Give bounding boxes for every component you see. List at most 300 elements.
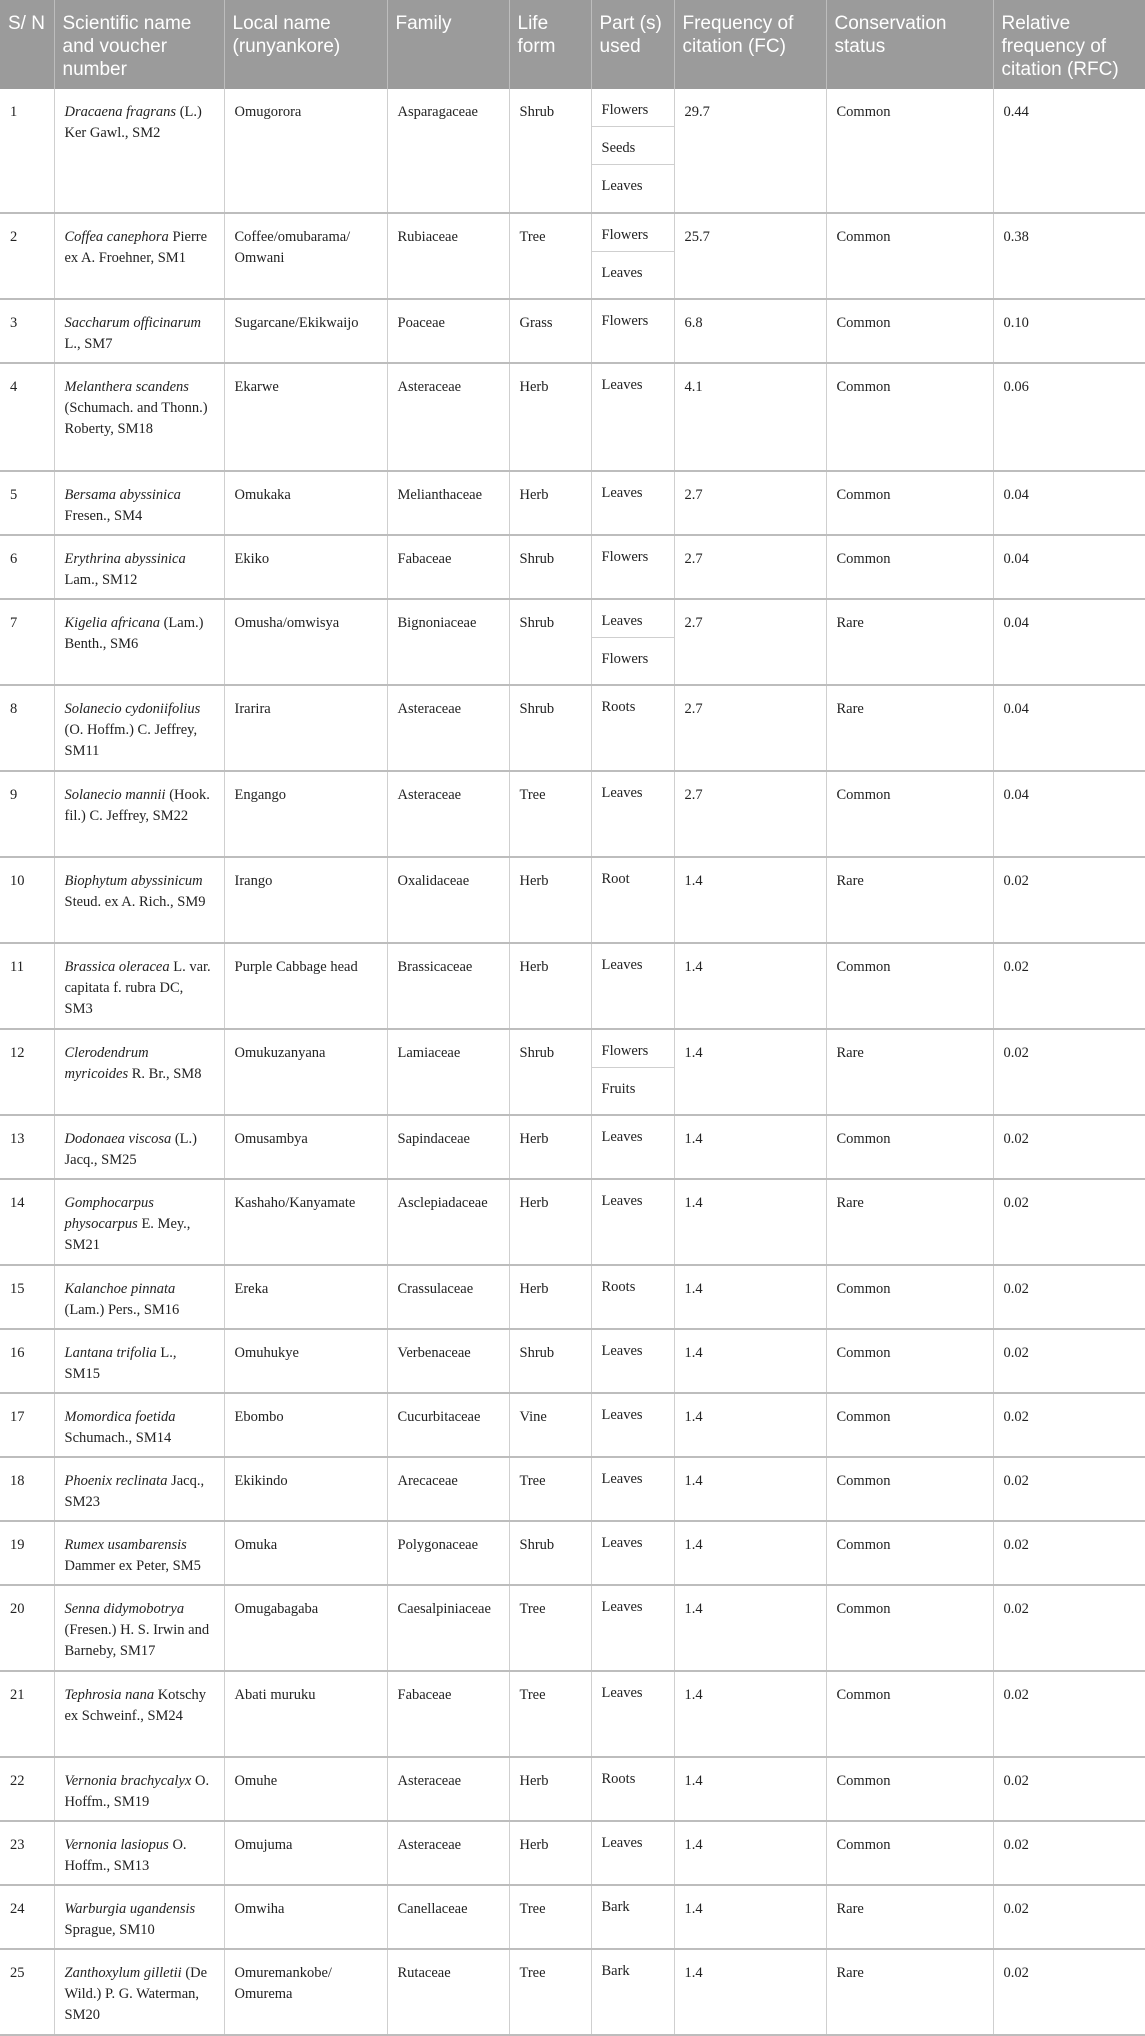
part-used: Leaves [601, 1471, 643, 1487]
part-used: Leaves [601, 1535, 643, 1551]
conservation-status-cell: Common [826, 1671, 993, 1757]
part-used: Leaves [601, 785, 643, 801]
serial-number-cell: 23 [0, 1821, 54, 1885]
authority-voucher: O. Hoffm., SM19 [64, 1773, 210, 1810]
local-name-cell: Irango [224, 857, 387, 943]
frequency-cell: 2.7 [674, 599, 826, 685]
frequency-cell: 1.4 [674, 1821, 826, 1885]
parts-used-cell [591, 1885, 674, 1949]
scientific-name-cell [54, 535, 224, 599]
conservation-status-cell: Common [826, 1757, 993, 1821]
species-name: Zanthoxylum gilletii [64, 1965, 182, 1981]
scientific-name-cell [54, 1265, 224, 1329]
part-used: Leaves [601, 1129, 643, 1145]
species-name: Warburgia ugandensis [64, 1901, 196, 1917]
local-name-cell: Omugabagaba [224, 1585, 387, 1671]
part-used: Leaves [601, 485, 643, 501]
part-used: Bark [601, 1899, 630, 1915]
authority-voucher: Fresen., SM4 [64, 508, 143, 524]
scientific-name-cell [54, 599, 224, 685]
local-name-cell: Purple Cabbage head [224, 943, 387, 1029]
table-row [0, 535, 1145, 599]
frequency-cell: 1.4 [674, 943, 826, 1029]
table-row [0, 1265, 1145, 1329]
parts-used-cell [591, 1671, 674, 1757]
conservation-status-cell: Common [826, 1521, 993, 1585]
column-header: Frequency of citation (FC) [674, 0, 826, 89]
table-row [0, 1329, 1145, 1393]
family-cell: Asclepiadaceae [387, 1179, 509, 1265]
species-name: Brassica oleracea [64, 959, 170, 975]
local-name-cell: Omuhe [224, 1757, 387, 1821]
species-name: Melanthera scandens [64, 379, 189, 395]
life-form-cell: Herb [509, 1179, 591, 1265]
life-form-cell: Herb [509, 857, 591, 943]
relative-frequency-cell: 0.02 [993, 1949, 1145, 2035]
conservation-status-cell: Common [826, 1393, 993, 1457]
species-name: Biophytum abyssinicum [64, 873, 203, 889]
local-name-cell: Ebombo [224, 1393, 387, 1457]
frequency-cell: 1.4 [674, 857, 826, 943]
family-cell: Melianthaceae [387, 471, 509, 535]
conservation-status-cell: Common [826, 471, 993, 535]
family-cell: Rutaceae [387, 1949, 509, 2035]
part-used: Leaves [601, 377, 643, 393]
relative-frequency-cell: 0.02 [993, 1179, 1145, 1265]
local-name-cell: Omukaka [224, 471, 387, 535]
parts-used-cell [591, 1457, 674, 1521]
column-header: Life form [509, 0, 591, 89]
authority-voucher: O. Hoffm., SM13 [64, 1837, 187, 1874]
local-name-cell: Engango [224, 771, 387, 857]
serial-number-cell: 10 [0, 857, 54, 943]
parts-used-cell [591, 599, 674, 685]
header-row [0, 0, 1145, 89]
conservation-status-cell: Common [826, 1457, 993, 1521]
species-name: Saccharum officinarum [64, 315, 202, 331]
scientific-name-cell [54, 1329, 224, 1393]
local-name-cell: Ekikindo [224, 1457, 387, 1521]
family-cell: Poaceae [387, 299, 509, 363]
local-name-cell: Omwiha [224, 1885, 387, 1949]
conservation-status-cell: Rare [826, 1029, 993, 1115]
table-row [0, 1885, 1145, 1949]
family-cell: Sapindaceae [387, 1115, 509, 1179]
life-form-cell: Tree [509, 1457, 591, 1521]
family-cell: Verbenaceae [387, 1329, 509, 1393]
species-name: Kigelia africana [64, 615, 160, 631]
parts-used-cell [591, 1585, 674, 1671]
species-name: Vernonia lasiopus [64, 1837, 169, 1853]
frequency-cell: 1.4 [674, 1671, 826, 1757]
parts-used-cell [591, 299, 674, 363]
frequency-cell: 1.4 [674, 1265, 826, 1329]
relative-frequency-cell: 0.02 [993, 857, 1145, 943]
relative-frequency-cell: 0.02 [993, 1265, 1145, 1329]
parts-used-cell [591, 1393, 674, 1457]
parts-used-cell [591, 1821, 674, 1885]
local-name-cell: Sugarcane/Ekikwaijo [224, 299, 387, 363]
scientific-name-cell [54, 771, 224, 857]
frequency-cell: 1.4 [674, 1757, 826, 1821]
family-cell: Cucurbitaceae [387, 1393, 509, 1457]
species-name: Momordica foetida [64, 1409, 176, 1425]
life-form-cell: Tree [509, 771, 591, 857]
table-row [0, 599, 1145, 685]
authority-voucher: (L.) Ker Gawl., SM2 [64, 104, 202, 141]
local-name-cell: Omukuzanyana [224, 1029, 387, 1115]
serial-number-cell: 7 [0, 599, 54, 685]
relative-frequency-cell: 0.02 [993, 1457, 1145, 1521]
scientific-name-cell [54, 299, 224, 363]
column-header: S/ N [0, 0, 54, 89]
part-used: Leaves [601, 957, 643, 973]
life-form-cell: Herb [509, 943, 591, 1029]
authority-voucher: (L.) Jacq., SM25 [64, 1131, 197, 1168]
parts-used-cell [591, 471, 674, 535]
authority-voucher: Pierre ex A. Froehner, SM1 [64, 229, 208, 266]
frequency-cell: 2.7 [674, 471, 826, 535]
local-name-cell: Omugorora [224, 89, 387, 213]
parts-used-cell [591, 89, 674, 213]
authority-voucher: (De Wild.) P. G. Waterman, SM20 [64, 1965, 208, 2023]
column-header: Part (s) used [591, 0, 674, 89]
relative-frequency-cell: 0.02 [993, 1521, 1145, 1585]
part-used: Leaves [601, 178, 643, 194]
local-name-cell: Omuka [224, 1521, 387, 1585]
part-used: Seeds [592, 127, 674, 165]
serial-number-cell: 2 [0, 213, 54, 299]
relative-frequency-cell: 0.02 [993, 1115, 1145, 1179]
parts-used-cell [591, 363, 674, 471]
part-used: Leaves [592, 600, 674, 638]
scientific-name-cell [54, 213, 224, 299]
relative-frequency-cell: 0.44 [993, 89, 1145, 213]
table-row [0, 1821, 1145, 1885]
serial-number-cell: 17 [0, 1393, 54, 1457]
family-cell: Lamiaceae [387, 1029, 509, 1115]
serial-number-cell: 1 [0, 89, 54, 213]
relative-frequency-cell: 0.04 [993, 471, 1145, 535]
life-form-cell: Herb [509, 1265, 591, 1329]
family-cell: Crassulaceae [387, 1265, 509, 1329]
authority-voucher: R. Br., SM8 [128, 1066, 202, 1082]
species-name: Bersama abyssinica [64, 487, 181, 503]
frequency-cell: 29.7 [674, 89, 826, 213]
local-name-cell: Omuhukye [224, 1329, 387, 1393]
part-used: Leaves [601, 1835, 643, 1851]
table-row [0, 1029, 1145, 1115]
authority-voucher: (Lam.) Benth., SM6 [64, 615, 204, 652]
serial-number-cell: 16 [0, 1329, 54, 1393]
relative-frequency-cell: 0.02 [993, 943, 1145, 1029]
authority-voucher: (O. Hoffm.) C. Jeffrey, SM11 [64, 722, 198, 759]
species-name: Coffea canephora [64, 229, 169, 245]
serial-number-cell: 25 [0, 1949, 54, 2035]
local-name-cell: Ekiko [224, 535, 387, 599]
scientific-name-cell [54, 89, 224, 213]
part-used: Root [601, 871, 630, 887]
scientific-name-cell [54, 1949, 224, 2035]
life-form-cell: Herb [509, 1115, 591, 1179]
table-row [0, 685, 1145, 771]
relative-frequency-cell: 0.02 [993, 1029, 1145, 1115]
species-name: Erythrina abyssinica [64, 551, 186, 567]
parts-used-cell [591, 1029, 674, 1115]
scientific-name-cell [54, 1179, 224, 1265]
part-used: Bark [601, 1963, 630, 1979]
table-row [0, 771, 1145, 857]
frequency-cell: 1.4 [674, 1885, 826, 1949]
conservation-status-cell: Rare [826, 857, 993, 943]
serial-number-cell: 22 [0, 1757, 54, 1821]
parts-used-cell [591, 685, 674, 771]
species-name: Solanecio cydoniifolius [64, 701, 201, 717]
conservation-status-cell: Rare [826, 685, 993, 771]
frequency-cell: 1.4 [674, 1179, 826, 1265]
parts-used-cell [591, 1521, 674, 1585]
authority-voucher: E. Mey., SM21 [64, 1216, 191, 1253]
life-form-cell: Shrub [509, 685, 591, 771]
authority-voucher: L., SM15 [64, 1345, 177, 1382]
relative-frequency-cell: 0.04 [993, 599, 1145, 685]
frequency-cell: 1.4 [674, 1585, 826, 1671]
parts-used-cell [591, 1329, 674, 1393]
table-row [0, 213, 1145, 299]
table-row [0, 363, 1145, 471]
local-name-cell: Omuremankobe/ Omurema [224, 1949, 387, 2035]
serial-number-cell: 19 [0, 1521, 54, 1585]
parts-used-cell [591, 857, 674, 943]
frequency-cell: 1.4 [674, 1521, 826, 1585]
family-cell: Asparagaceae [387, 89, 509, 213]
relative-frequency-cell: 0.04 [993, 535, 1145, 599]
serial-number-cell: 12 [0, 1029, 54, 1115]
frequency-cell: 1.4 [674, 1393, 826, 1457]
family-cell: Canellaceae [387, 1885, 509, 1949]
scientific-name-cell [54, 1821, 224, 1885]
frequency-cell: 2.7 [674, 685, 826, 771]
local-name-cell: Irarira [224, 685, 387, 771]
table-row [0, 1393, 1145, 1457]
species-name: Phoenix reclinata [64, 1473, 168, 1489]
conservation-status-cell: Common [826, 535, 993, 599]
relative-frequency-cell: 0.02 [993, 1585, 1145, 1671]
serial-number-cell: 13 [0, 1115, 54, 1179]
authority-voucher: L. var. capitata f. rubra DC, SM3 [64, 959, 211, 1017]
frequency-cell: 4.1 [674, 363, 826, 471]
frequency-cell: 1.4 [674, 1329, 826, 1393]
table-row [0, 471, 1145, 535]
relative-frequency-cell: 0.04 [993, 685, 1145, 771]
species-name: Lantana trifolia [64, 1345, 157, 1361]
family-cell: Asteraceae [387, 685, 509, 771]
conservation-status-cell: Common [826, 89, 993, 213]
life-form-cell: Herb [509, 1757, 591, 1821]
life-form-cell: Herb [509, 471, 591, 535]
scientific-name-cell [54, 1115, 224, 1179]
family-cell: Arecaceae [387, 1457, 509, 1521]
table-row [0, 1457, 1145, 1521]
column-header: Relative frequency of citation (RFC) [993, 0, 1145, 89]
parts-used-cell [591, 1757, 674, 1821]
family-cell: Brassicaceae [387, 943, 509, 1029]
conservation-status-cell: Common [826, 363, 993, 471]
family-cell: Asteraceae [387, 771, 509, 857]
table-row [0, 1115, 1145, 1179]
scientific-name-cell [54, 1029, 224, 1115]
scientific-name-cell [54, 1521, 224, 1585]
authority-voucher: Lam., SM12 [64, 572, 138, 588]
serial-number-cell: 24 [0, 1885, 54, 1949]
part-used: Leaves [601, 1343, 643, 1359]
scientific-name-cell [54, 1671, 224, 1757]
life-form-cell: Tree [509, 1949, 591, 2035]
life-form-cell: Shrub [509, 1521, 591, 1585]
species-name: Solanecio mannii [64, 787, 166, 803]
authority-voucher: Sprague, SM10 [64, 1922, 155, 1938]
conservation-status-cell: Common [826, 943, 993, 1029]
authority-voucher: Jacq., SM23 [64, 1473, 205, 1510]
part-used: Leaves [601, 1685, 643, 1701]
authority-voucher: L., SM7 [64, 336, 113, 352]
scientific-name-cell [54, 471, 224, 535]
conservation-status-cell: Rare [826, 599, 993, 685]
parts-used-cell [591, 943, 674, 1029]
authority-voucher: (Hook. fil.) C. Jeffrey, SM22 [64, 787, 210, 824]
family-cell: Rubiaceae [387, 213, 509, 299]
conservation-status-cell: Common [826, 1115, 993, 1179]
life-form-cell: Tree [509, 1585, 591, 1671]
part-used: Leaves [601, 1599, 643, 1615]
conservation-status-cell: Common [826, 213, 993, 299]
scientific-name-cell [54, 1393, 224, 1457]
table-row [0, 1179, 1145, 1265]
scientific-name-cell [54, 943, 224, 1029]
scientific-name-cell [54, 1457, 224, 1521]
part-used: Flowers [592, 214, 674, 252]
conservation-status-cell: Common [826, 1821, 993, 1885]
scientific-name-cell [54, 363, 224, 471]
serial-number-cell: 6 [0, 535, 54, 599]
table-row [0, 1671, 1145, 1757]
family-cell: Fabaceae [387, 1671, 509, 1757]
relative-frequency-cell: 0.10 [993, 299, 1145, 363]
serial-number-cell: 8 [0, 685, 54, 771]
table-row [0, 857, 1145, 943]
authority-voucher: (Schumach. and Thonn.) Roberty, SM18 [64, 400, 208, 437]
relative-frequency-cell: 0.04 [993, 771, 1145, 857]
column-header: Conservation status [826, 0, 993, 89]
conservation-status-cell: Common [826, 771, 993, 857]
family-cell: Caesalpiniaceae [387, 1585, 509, 1671]
life-form-cell: Grass [509, 299, 591, 363]
serial-number-cell: 4 [0, 363, 54, 471]
part-used: Leaves [601, 1193, 643, 1209]
species-name: Kalanchoe pinnata [64, 1281, 176, 1297]
scientific-name-cell [54, 1757, 224, 1821]
table-row [0, 1521, 1145, 1585]
species-name: Rumex usambarensis [64, 1537, 187, 1553]
scientific-name-cell [54, 857, 224, 943]
serial-number-cell: 9 [0, 771, 54, 857]
scientific-name-cell [54, 1585, 224, 1671]
table-row [0, 299, 1145, 363]
conservation-status-cell: Common [826, 1585, 993, 1671]
local-name-cell: Omusha/omwisya [224, 599, 387, 685]
table-body [0, 89, 1145, 2035]
frequency-cell: 25.7 [674, 213, 826, 299]
family-cell: Bignoniaceae [387, 599, 509, 685]
local-name-cell: Ereka [224, 1265, 387, 1329]
parts-used-cell [591, 771, 674, 857]
life-form-cell: Herb [509, 1821, 591, 1885]
frequency-cell: 1.4 [674, 1115, 826, 1179]
serial-number-cell: 14 [0, 1179, 54, 1265]
species-name: Clerodendrum myricoides [64, 1045, 149, 1082]
part-used: Fruits [601, 1081, 636, 1097]
authority-voucher: Steud. ex A. Rich., SM9 [64, 894, 206, 910]
conservation-status-cell: Common [826, 1265, 993, 1329]
conservation-status-cell: Rare [826, 1949, 993, 2035]
table-row [0, 1585, 1145, 1671]
column-header: Local name (runyankore) [224, 0, 387, 89]
part-used: Leaves [601, 265, 643, 281]
part-used: Flowers [601, 651, 649, 667]
life-form-cell: Vine [509, 1393, 591, 1457]
life-form-cell: Shrub [509, 599, 591, 685]
parts-used-cell [591, 535, 674, 599]
scientific-name-cell [54, 685, 224, 771]
authority-voucher: (Lam.) Pers., SM16 [64, 1302, 180, 1318]
family-cell: Polygonaceae [387, 1521, 509, 1585]
part-used: Flowers [601, 549, 649, 565]
parts-used-cell [591, 1265, 674, 1329]
frequency-cell: 2.7 [674, 771, 826, 857]
parts-used-cell [591, 1179, 674, 1265]
family-cell: Fabaceae [387, 535, 509, 599]
part-used: Flowers [592, 1030, 674, 1068]
life-form-cell: Shrub [509, 89, 591, 213]
family-cell: Oxalidaceae [387, 857, 509, 943]
part-used: Roots [601, 1279, 636, 1295]
frequency-cell: 6.8 [674, 299, 826, 363]
serial-number-cell: 3 [0, 299, 54, 363]
authority-voucher: Kotschy ex Schweinf., SM24 [64, 1687, 207, 1724]
parts-used-cell [591, 213, 674, 299]
species-name: Dodonaea viscosa [64, 1131, 172, 1147]
scientific-name-cell [54, 1885, 224, 1949]
table-header [0, 0, 1145, 89]
serial-number-cell: 21 [0, 1671, 54, 1757]
part-used: Roots [601, 699, 636, 715]
relative-frequency-cell: 0.02 [993, 1757, 1145, 1821]
life-form-cell: Tree [509, 213, 591, 299]
serial-number-cell: 5 [0, 471, 54, 535]
part-used: Roots [601, 1771, 636, 1787]
table-row [0, 1949, 1145, 2035]
family-cell: Asteraceae [387, 1757, 509, 1821]
parts-used-cell [591, 1949, 674, 2035]
local-name-cell: Kashaho/Kanyamate [224, 1179, 387, 1265]
local-name-cell: Ekarwe [224, 363, 387, 471]
authority-voucher: Dammer ex Peter, SM5 [64, 1558, 201, 1574]
relative-frequency-cell: 0.02 [993, 1393, 1145, 1457]
conservation-status-cell: Common [826, 1329, 993, 1393]
serial-number-cell: 20 [0, 1585, 54, 1671]
frequency-cell: 2.7 [674, 535, 826, 599]
life-form-cell: Herb [509, 363, 591, 471]
